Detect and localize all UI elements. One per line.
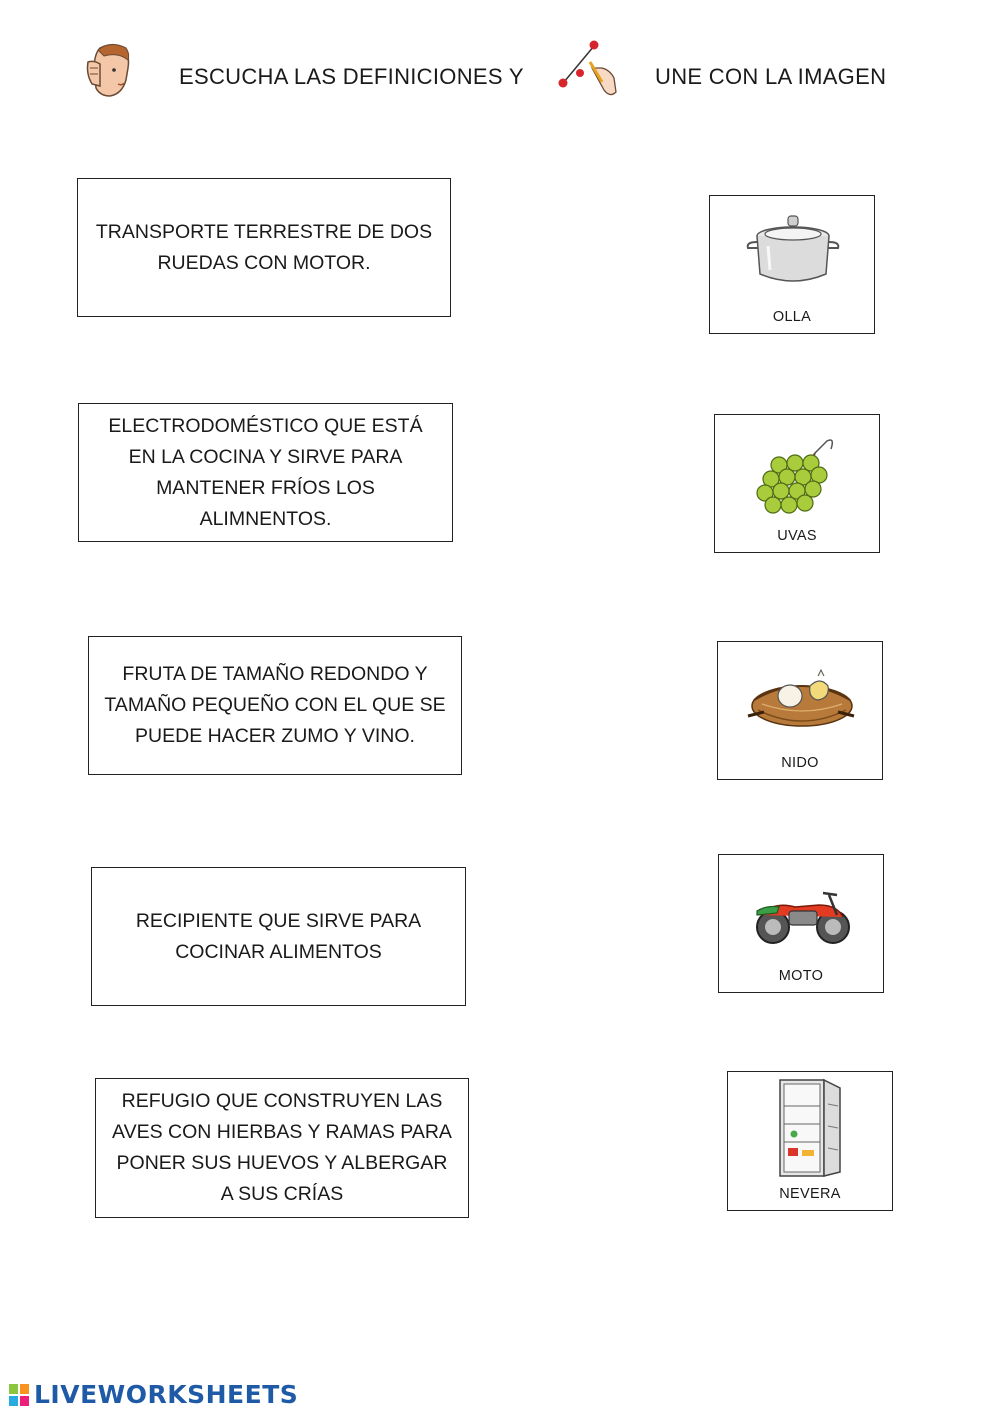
- brand-name: LIVEWORKSHEETS: [34, 1380, 299, 1409]
- pot-icon: [710, 196, 876, 306]
- definition-text: ELECTRODOMÉSTICO QUE ESTÁ EN LA COCINA Y SIRVE PARA MANTENER FRÍOS LOS ALIMNENTOS.: [108, 414, 423, 530]
- instruction-right: UNE CON LA IMAGEN: [655, 64, 887, 89]
- liveworksheets-logo-icon: [8, 1383, 30, 1407]
- ear-listen-icon: [82, 40, 142, 100]
- hand-connect-dots-icon: [554, 38, 620, 100]
- definition-box-3[interactable]: [88, 636, 462, 775]
- image-label: MOTO: [778, 968, 824, 984]
- definition-text: RECIPIENTE QUE SIRVE PARA COCINAR ALIMENTOS: [135, 909, 422, 963]
- image-card-nevera[interactable]: [727, 1071, 893, 1211]
- definition-box-5[interactable]: [95, 1078, 469, 1218]
- definition-box-2[interactable]: [78, 403, 453, 542]
- definition-text: FRUTA DE TAMAÑO REDONDO Y TAMAÑO PEQUEÑO CON EL QUE SE PUEDE HACER ZUMO Y VINO.: [104, 663, 446, 747]
- definition-box-1[interactable]: [77, 178, 451, 317]
- image-label: UVAS: [777, 528, 817, 544]
- definition-box-4[interactable]: [91, 867, 466, 1006]
- motorcycle-icon: [719, 855, 885, 965]
- image-card-moto[interactable]: [718, 854, 884, 993]
- fridge-icon: [728, 1072, 894, 1184]
- image-card-nido[interactable]: [717, 641, 883, 780]
- image-label: NEVERA: [779, 1186, 841, 1202]
- grapes-icon: [715, 415, 881, 525]
- image-label: NIDO: [781, 755, 819, 771]
- instruction-left: ESCUCHA LAS DEFINICIONES Y: [179, 64, 524, 89]
- image-card-uvas[interactable]: [714, 414, 880, 553]
- brand-logo[interactable]: [8, 1380, 298, 1409]
- nest-icon: [718, 642, 884, 752]
- image-label: OLLA: [772, 309, 812, 325]
- definition-text: REFUGIO QUE CONSTRUYEN LAS AVES CON HIERBAS Y RAMAS PARA PONER SUS HUEVOS Y ALBERGAR A SUS CRÍAS: [112, 1090, 452, 1205]
- image-card-olla[interactable]: [709, 195, 875, 334]
- definition-text: TRANSPORTE TERRESTRE DE DOS RUEDAS CON MOTOR.: [95, 220, 433, 274]
